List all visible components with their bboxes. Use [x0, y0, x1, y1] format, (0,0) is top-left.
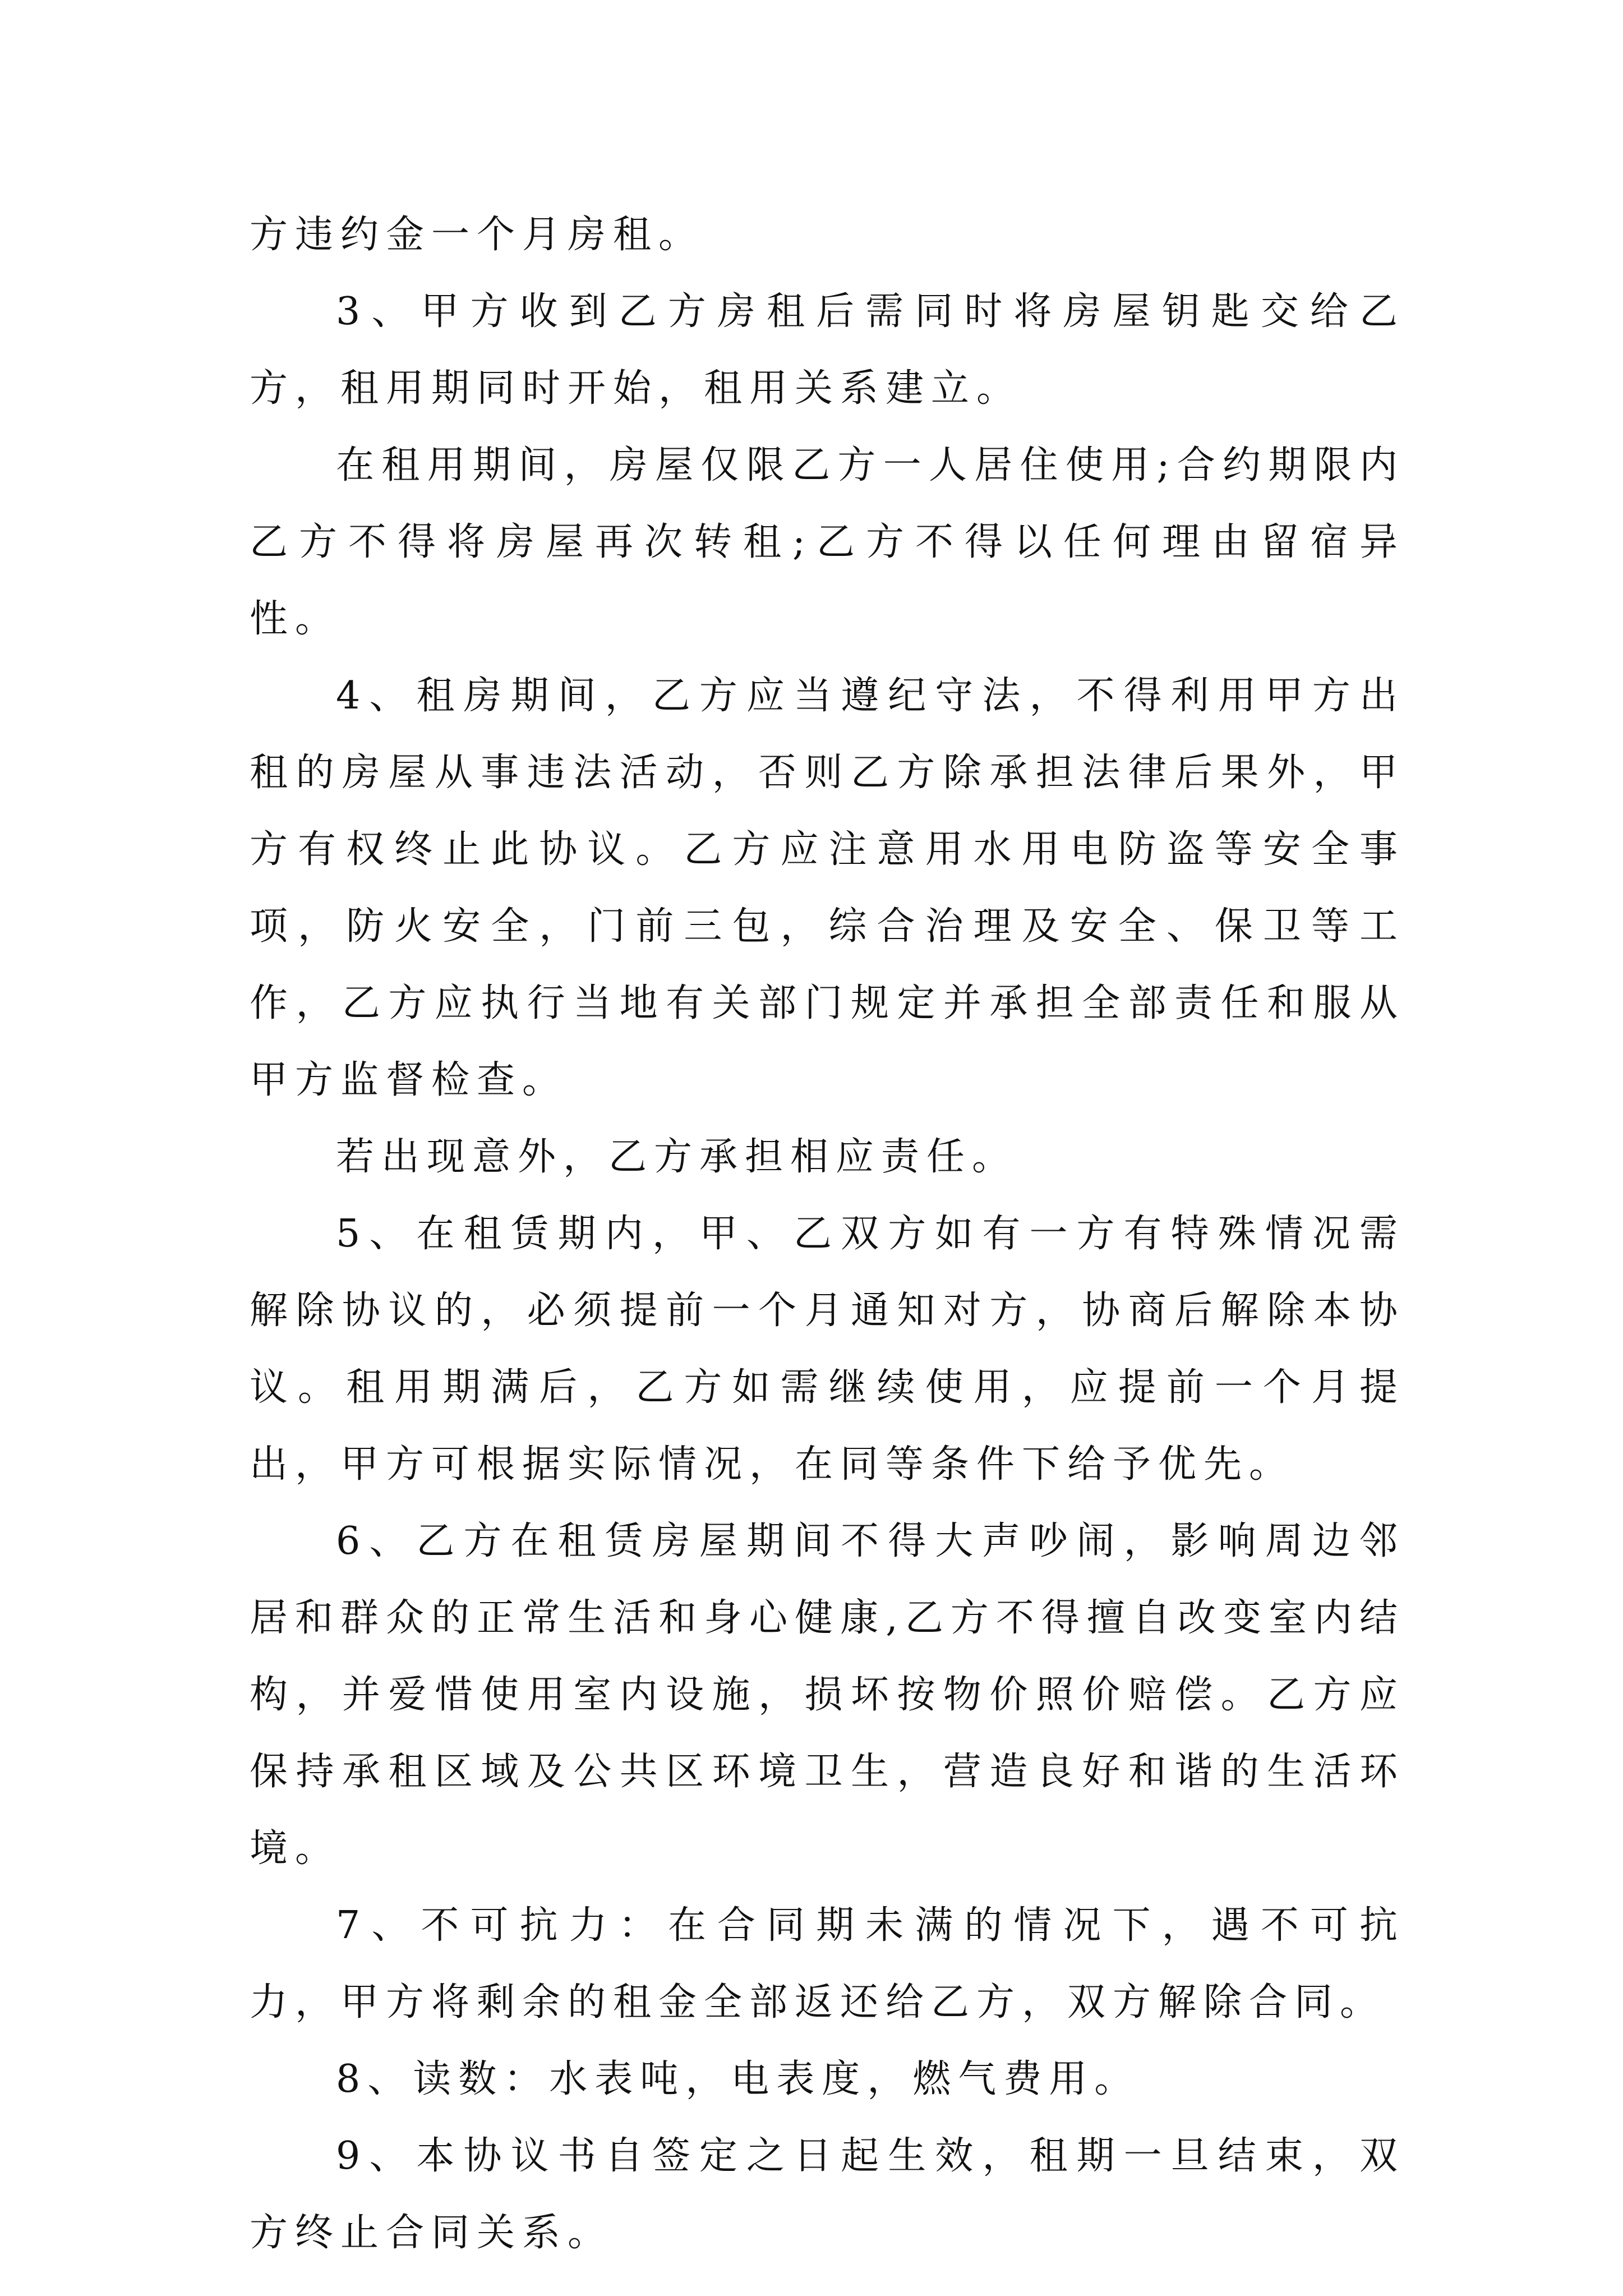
paragraph-clause-6: 6、乙方在租赁房屋期间不得大声吵闹，影响周边邻居和群众的正常生活和身心健康,乙方不得擅自改变室内结构，并爱惜使用室内设施，损坏按物价照价赔偿。乙方应保持承租区域及公共区环境卫生，营造良好和谐的生活环境。	[250, 1519, 1405, 1871]
paragraph-clause-5: 5、在租赁期内，甲、乙双方如有一方有特殊情况需解除协议的，必须提前一个月通知对方，协商后解除本协议。租用期满后，乙方如需继续使用，应提前一个月提出，甲方可根据实际情况，在同等条件下给予优先。	[250, 1212, 1405, 1487]
paragraph-clause-8: 8、读数：水表吨，电表度，燃气费用。	[336, 2057, 1140, 2101]
paragraph-penalty-continued: 方违约金一个月房租。	[250, 213, 704, 257]
paragraph-clause-7: 7、不可抗力：在合同期未满的情况下，遇不可抗力，甲方将剩余的租金全部返还给乙方，双方解除合同。	[250, 1903, 1405, 2024]
paragraph-accident-liability: 若出现意外，乙方承担相应责任。	[336, 1135, 1018, 1179]
paragraph-clause-9: 9、本协议书自签定之日起生效，租期一旦结束，双方终止合同关系。	[250, 2134, 1405, 2255]
paragraph-clause-4: 4、租房期间，乙方应当遵纪守法，不得利用甲方出租的房屋从事违法活动，否则乙方除承担法律后果外，甲方有权终止此协议。乙方应注意用水用电防盗等安全事项，防火安全，门前三包，综合治理及安全、保卫等工作，乙方应执行当地有关部门规定并承担全部责任和服从甲方监督检查。	[250, 674, 1405, 1102]
paragraph-occupancy-rules: 在租用期间，房屋仅限乙方一人居住使用;合约期限内乙方不得将房屋再次转租;乙方不得以任何理由留宿异性。	[250, 443, 1405, 641]
paragraph-clause-3: 3、甲方收到乙方房租后需同时将房屋钥匙交给乙方，租用期同时开始，租用关系建立。	[250, 289, 1405, 411]
document-page	[250, 196, 1405, 2271]
